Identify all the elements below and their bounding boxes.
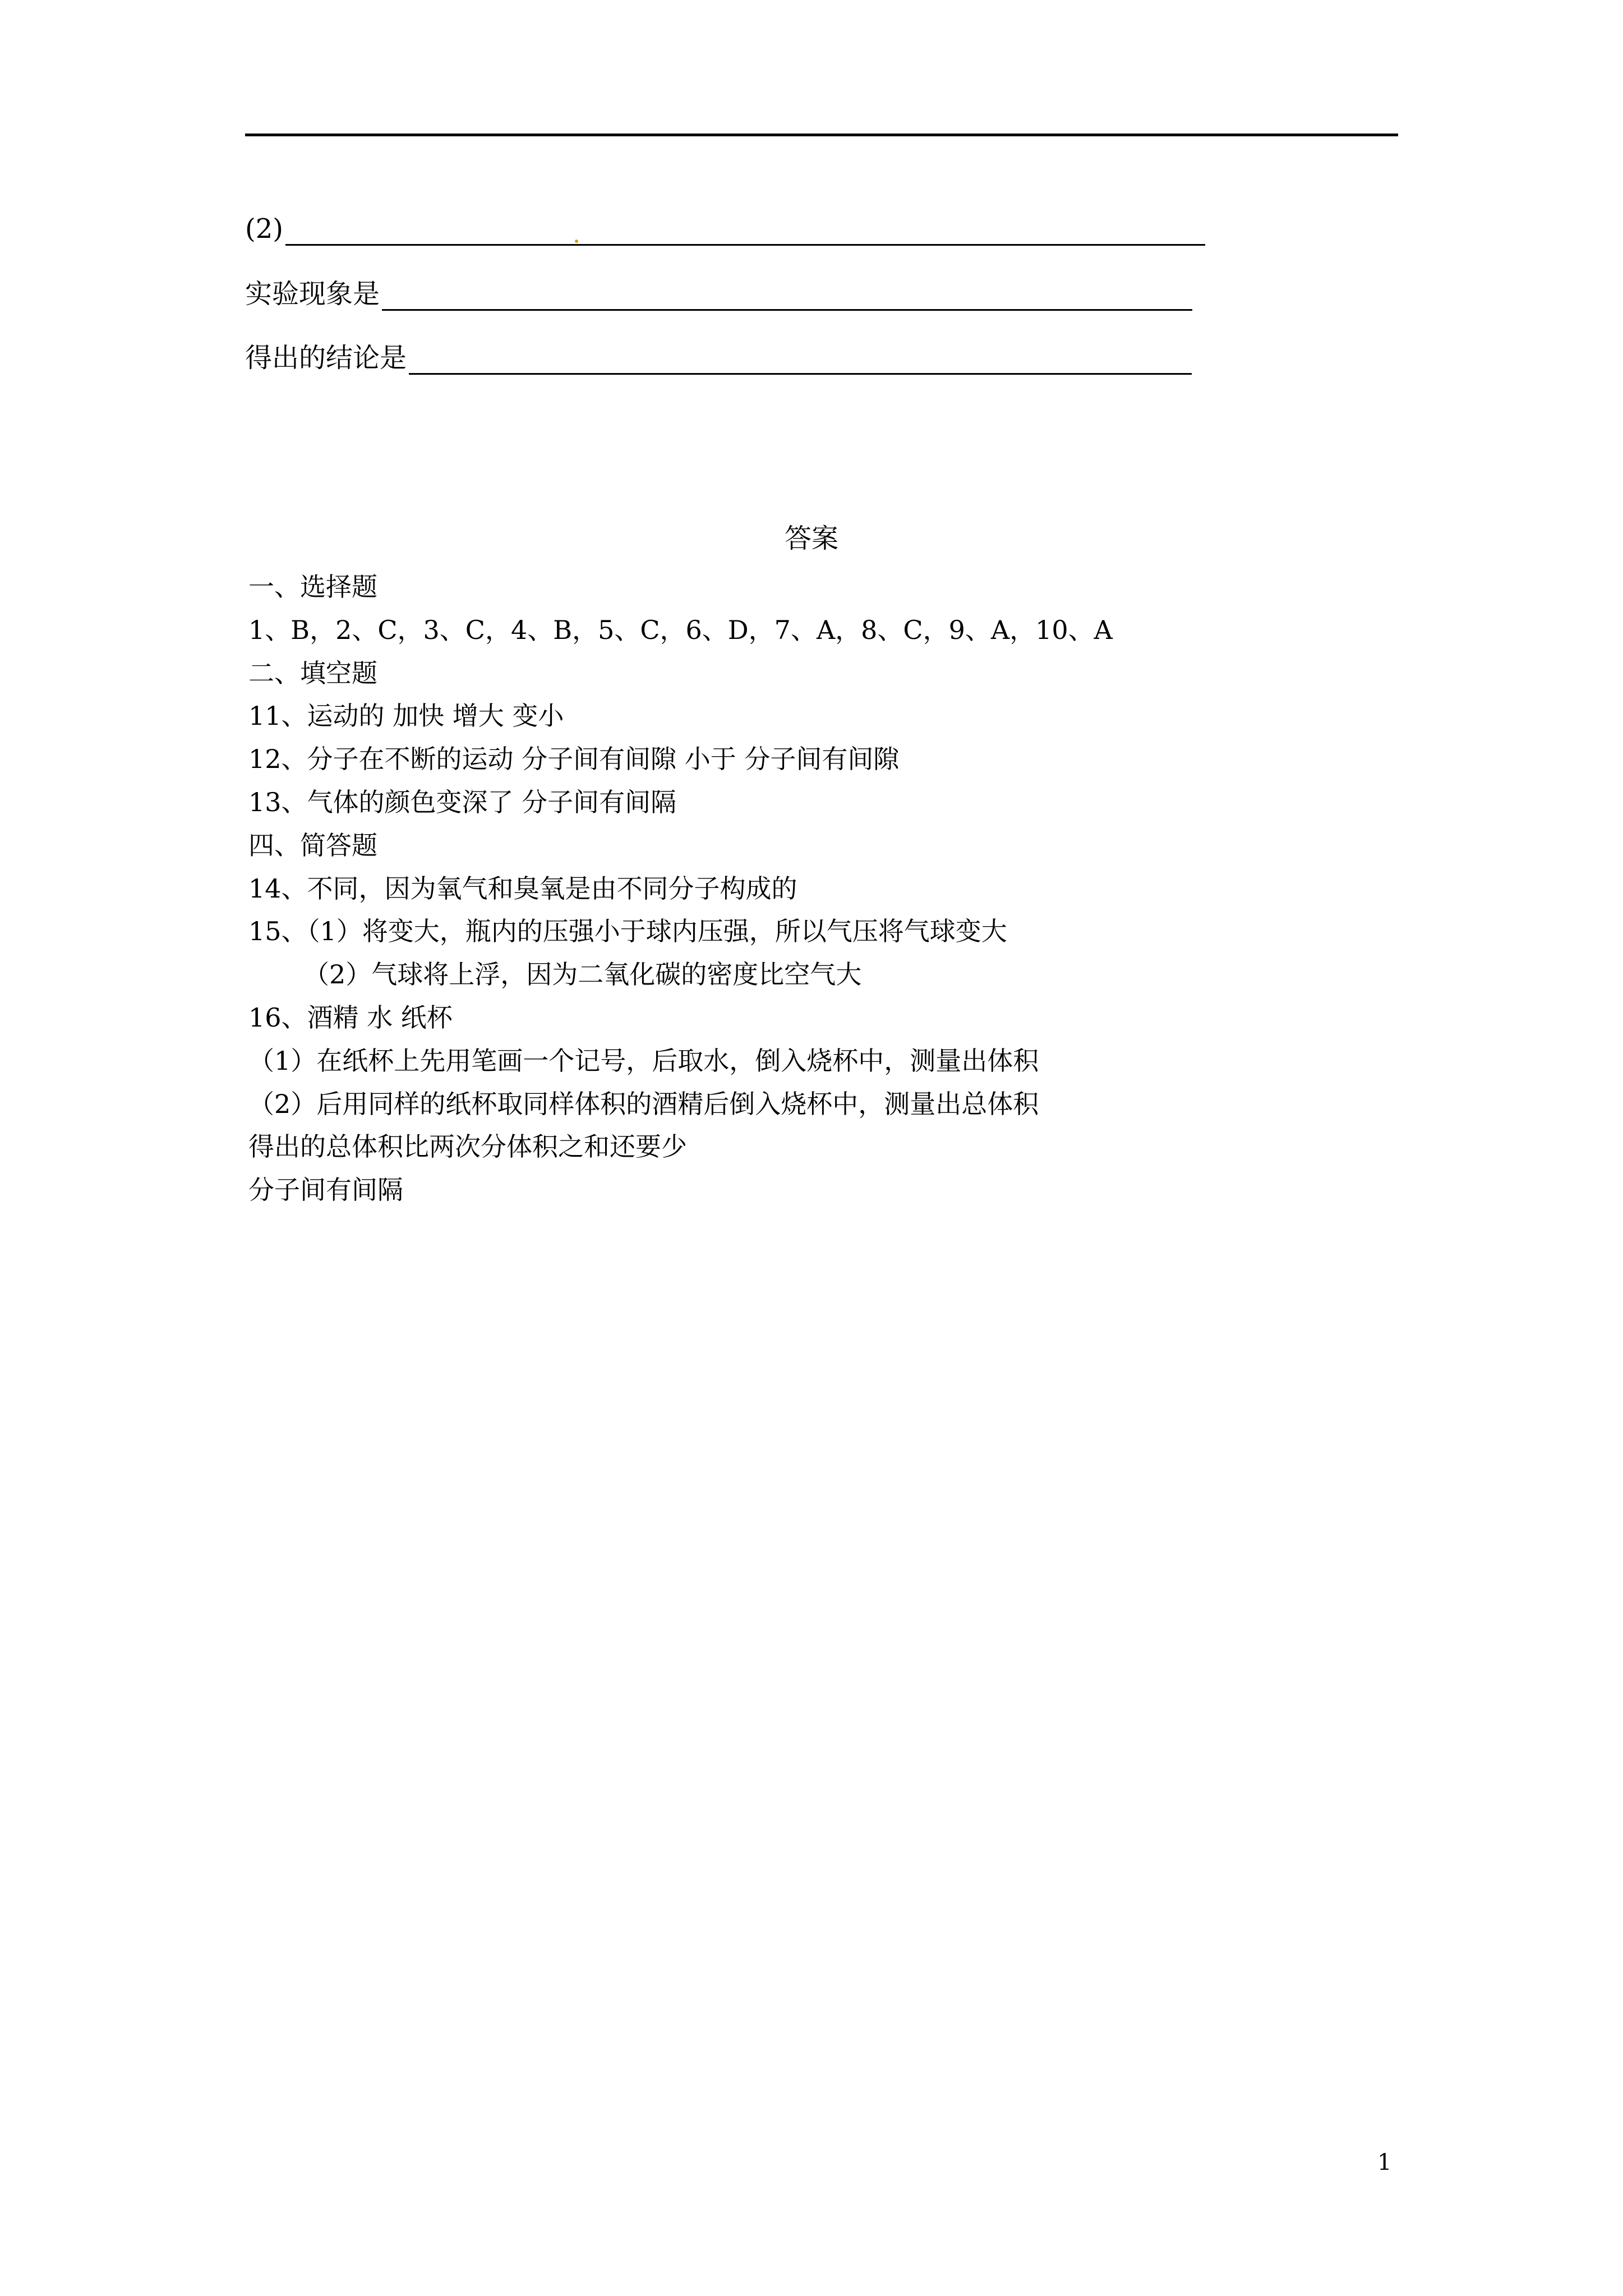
question-part-label: (2) [245,213,283,245]
answer-line: （2）气球将上浮，因为二氧化碳的密度比空气大 [303,959,862,990]
answer-blank-line [285,219,1205,246]
answer-line: 11、运动的 加快 增大 变小 [248,701,564,731]
answer-line: 二、填空题 [248,657,377,688]
answer-line: 分子间有间隔 [248,1175,403,1205]
header-rule [245,134,1398,136]
question-part-2 [245,212,1205,246]
phenomenon-blank-line [382,284,1192,311]
answer-line: 12、分子在不断的运动 分子间有间隙 小于 分子间有间隙 [248,744,900,775]
answer-line: 16、酒精 水 纸杯 [248,1002,453,1033]
answer-line: 得出的总体积比两次分体积之和还要少 [248,1131,687,1162]
stray-dot-mark [575,240,578,243]
answer-line: 15、（1）将变大，瓶内的压强小于球内压强，所以气压将气球变大 [248,916,1007,947]
answer-line: 13、气体的颜色变深了 分子间有间隔 [248,786,677,817]
answer-line: （1）在纸杯上先用笔画一个记号，后取水，倒入烧杯中，测量出体积 [248,1045,1039,1076]
phenomenon-label: 实验现象是 [245,278,380,310]
answer-line: （2）后用同样的纸杯取同样体积的酒精后倒入烧杯中，测量出总体积 [248,1088,1039,1119]
answer-line: 1、B，2、C，3、C，4、B，5、C，6、D，7、A，8、C，9、A，10、A [248,614,1113,645]
answer-list [248,565,1482,1212]
conclusion-row [245,341,1192,375]
conclusion-label: 得出的结论是 [245,342,407,374]
answer-title: 答案 [784,523,838,554]
page-number: 1 [1377,2150,1392,2175]
answer-line: 一、选择题 [248,572,377,602]
conclusion-blank-line [409,348,1192,375]
phenomenon-row [245,277,1192,311]
answer-line: 四、简答题 [248,830,377,861]
answer-line: 14、不同，因为氧气和臭氧是由不同分子构成的 [248,873,797,904]
